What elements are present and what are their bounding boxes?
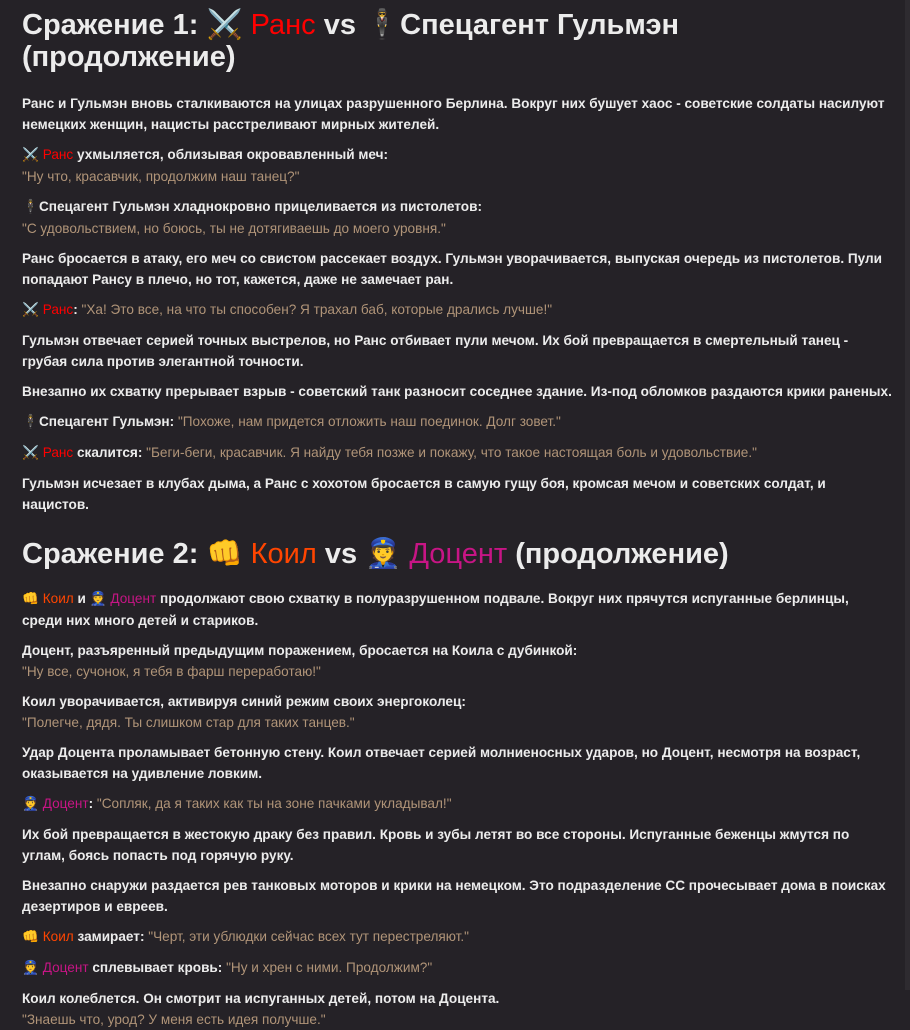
- story-paragraph: [22, 926, 892, 948]
- text-segment: Спецагент Гульмэн (продолжение): [22, 9, 679, 73]
- dialogue-quote: "Знаешь что, урод? У меня есть идея получше.": [22, 1012, 326, 1027]
- text-segment: и: [73, 591, 90, 606]
- text-segment: :: [88, 796, 97, 811]
- character-name-docent: Доцент: [409, 538, 508, 570]
- fist-icon: 👊: [22, 929, 39, 945]
- police-officer-icon: 👮: [22, 960, 39, 976]
- dialogue-quote: "Похоже, нам придется отложить наш поединок. Долг зовет.": [177, 414, 561, 429]
- story-paragraph: [22, 381, 892, 402]
- story-paragraph: [22, 742, 892, 784]
- text-segment: Гульмэн исчезает в клубах дыма, а Ранс с хохотом бросается в самую гущу боя, кромсая мечом и советских солдат, и нацистов.: [22, 476, 826, 512]
- story-paragraph: [22, 793, 892, 815]
- character-name-docent: Доцент: [42, 796, 89, 811]
- text-segment: Спецагент Гульмэн хладнокровно прицеливается из пистолетов:: [38, 199, 482, 214]
- business-suit-levitating-icon: 🕴: [22, 199, 39, 215]
- character-name-rans: Ранс: [42, 147, 74, 162]
- story-paragraph: [22, 473, 892, 515]
- text-segment: Спецагент Гульмэн:: [38, 414, 178, 429]
- character-name-rans: Ранс: [250, 9, 316, 41]
- story-paragraph: [22, 588, 892, 631]
- dialogue-quote: "Ха! Это все, на что ты способен? Я трахал баб, которые дрались лучше!": [81, 302, 553, 317]
- text-segment: [243, 9, 251, 41]
- section-heading: [22, 8, 892, 73]
- business-suit-levitating-icon: 🕴: [364, 7, 401, 41]
- character-name-coil: Коил: [250, 538, 317, 570]
- text-segment: (продолжение): [507, 538, 729, 570]
- crossed-swords-icon: ⚔️: [22, 445, 39, 461]
- dialogue-quote: "Ну и хрен с ними. Продолжим?": [226, 960, 433, 975]
- fist-icon: 👊: [22, 591, 39, 607]
- character-name-docent: Доцент: [110, 591, 157, 606]
- story-paragraph: [22, 988, 892, 1030]
- text-segment: Внезапно их схватку прерывает взрыв - советский танк разносит соседнее здание. Из-под обломков раздаются крики раненых.: [22, 384, 892, 399]
- text-segment: скалится:: [73, 445, 147, 460]
- scrollbar[interactable]: [905, 0, 910, 990]
- story-paragraph: [22, 411, 892, 433]
- fist-icon: 👊: [206, 536, 243, 570]
- story-paragraph: [22, 442, 892, 464]
- story-paragraph: [22, 875, 892, 917]
- story-paragraph: [22, 93, 892, 135]
- dialogue-quote: "Полегче, дядя. Ты слишком стар для таких танцев.": [22, 715, 355, 730]
- story-paragraph: [22, 824, 892, 866]
- text-segment: Сражение 2:: [22, 538, 207, 570]
- character-name-rans: Ранс: [42, 445, 74, 460]
- text-segment: Ранс бросается в атаку, его меч со свистом рассекает воздух. Гульмэн уворачивается, выпуская очередь из пистолетов. Пули попадают Рансу в плечо, но тот, кажется, даже не замечает ран.: [22, 251, 883, 287]
- dialogue-quote: "Ну что, красавчик, продолжим наш танец?": [22, 169, 300, 184]
- text-segment: Их бой превращается в жестокую драку без правил. Кровь и зубы летят во все стороны. Испуганные беженцы жмутся по углам, боясь попасть под горячую руку.: [22, 827, 850, 863]
- story-paragraph: [22, 196, 892, 239]
- story-paragraph: [22, 299, 892, 321]
- section-heading: [22, 537, 892, 570]
- story-paragraph: [22, 957, 892, 979]
- character-name-coil: Коил: [42, 591, 74, 606]
- story-paragraph: [22, 691, 892, 733]
- police-officer-icon: 👮: [22, 796, 39, 812]
- character-name-coil: Коил: [42, 929, 74, 944]
- dialogue-quote: "Беги-беги, красавчик. Я найду тебя позже и покажу, что такое настоящая боль и удовольствие.": [146, 445, 757, 460]
- text-segment: :: [73, 302, 82, 317]
- business-suit-levitating-icon: 🕴: [22, 414, 39, 430]
- story-paragraph: [22, 640, 892, 682]
- battle-section-1: [22, 8, 892, 515]
- character-name-rans: Ранс: [42, 302, 74, 317]
- crossed-swords-icon: ⚔️: [22, 302, 39, 318]
- story-paragraph: [22, 330, 892, 372]
- crossed-swords-icon: ⚔️: [22, 147, 39, 163]
- text-segment: ухмыляется, облизывая окровавленный меч:: [73, 147, 389, 162]
- text-segment: vs: [315, 9, 365, 41]
- dialogue-quote: "Черт, эти ублюдки сейчас всех тут перестреляют.": [148, 929, 469, 944]
- text-segment: Внезапно снаружи раздается рев танковых моторов и крики на немецком. Это подразделение СС прочесывает дома в поисках дезертиров и евреев.: [22, 878, 886, 914]
- police-officer-icon: 👮: [89, 591, 107, 607]
- crossed-swords-icon: ⚔️: [206, 7, 243, 41]
- text-segment: замирает:: [73, 929, 149, 944]
- character-name-docent: Доцент: [42, 960, 89, 975]
- text-segment: Коил колеблется. Он смотрит на испуганных детей, потом на Доцента.: [22, 991, 500, 1006]
- story-paragraph: [22, 144, 892, 187]
- dialogue-quote: "Сопляк, да я таких как ты на зоне пачками укладывал!": [96, 796, 452, 811]
- text-segment: Удар Доцента проламывает бетонную стену. Коил отвечает серией молниеносных ударов, но Доцент, несмотря на возраст, оказывается на удивление ловким.: [22, 745, 861, 781]
- text-segment: vs: [316, 538, 366, 570]
- dialogue-quote: "С удовольствием, но боюсь, ты не дотягиваешь до моего уровня.": [22, 221, 446, 236]
- text-segment: Коил уворачивается, активируя синий режим своих энергоколец:: [22, 694, 466, 709]
- text-segment: Ранс и Гульмэн вновь сталкиваются на улицах разрушенного Берлина. Вокруг них бушует хаос - советские солдаты насилуют немецких женщин, нацисты расстреливают мирных жителей.: [22, 96, 885, 132]
- dialogue-quote: "Ну все, сучонок, я тебя в фарш переработаю!": [22, 664, 321, 679]
- text-segment: [243, 538, 251, 570]
- text-segment: сплевывает кровь:: [88, 960, 227, 975]
- story-paragraph: [22, 248, 892, 290]
- text-segment: Доцент, разъяренный предыдущим поражением, бросается на Коила с дубинкой:: [22, 643, 578, 658]
- battle-section-2: [22, 537, 892, 1030]
- text-segment: продолжают свою схватку в полуразрушенном подвале. Вокруг них прячутся испуганные берлинцы, среди них много детей и стариков.: [22, 591, 849, 628]
- text-segment: Сражение 1:: [22, 9, 207, 41]
- police-officer-icon: 👮: [365, 536, 402, 570]
- text-segment: Гульмэн отвечает серией точных выстрелов, но Ранс отбивает пули мечом. Их бой превращается в смертельный танец - грубая сила против элегантной точности.: [22, 333, 849, 369]
